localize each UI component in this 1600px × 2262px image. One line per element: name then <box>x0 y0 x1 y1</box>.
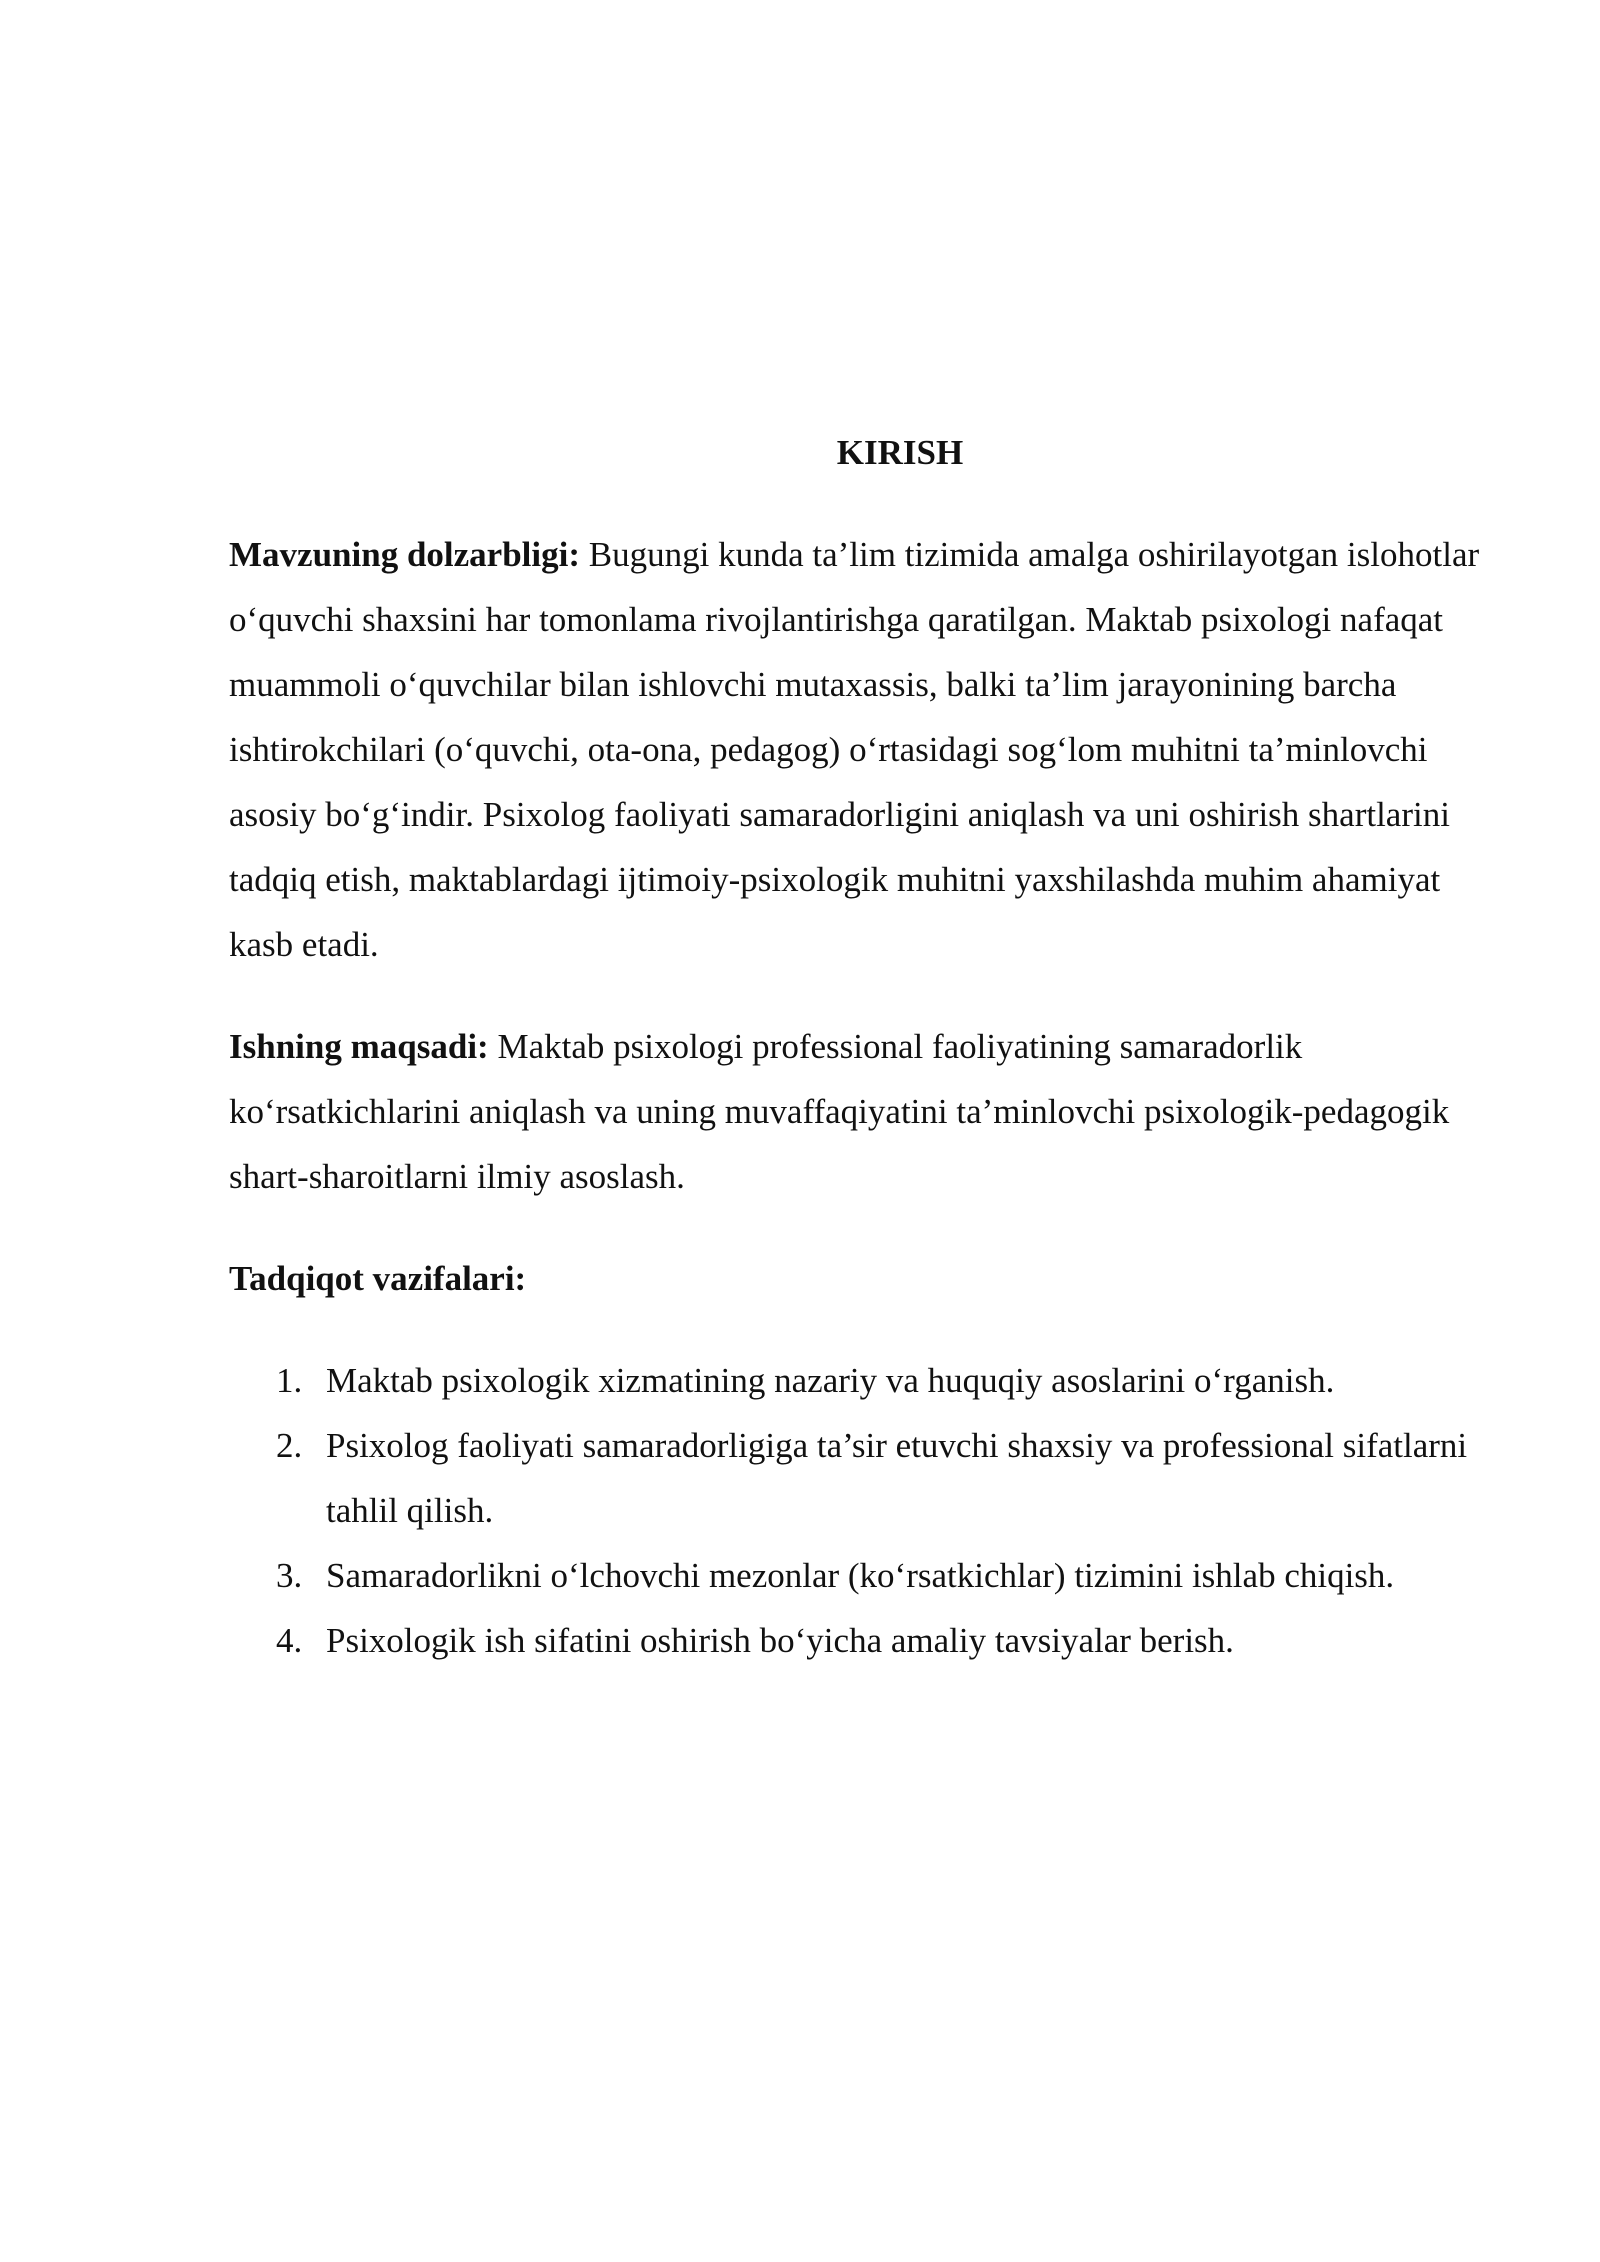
page-content <box>229 420 1481 1673</box>
list-item-number: 3. <box>276 1556 303 1595</box>
page-title: KIRISH <box>836 433 964 472</box>
tasks-list <box>229 1348 1481 1673</box>
goal-label: Ishning maqsadi: <box>229 1027 489 1066</box>
goal-paragraph <box>229 1014 1481 1209</box>
list-item <box>229 1543 1481 1608</box>
list-item-text: Psixolog faoliyati samaradorligiga ta’sir etuvchi shaxsiy va professional sifatlarni tahlil qilish. <box>326 1426 1468 1530</box>
list-item-text: Psixologik ish sifatini oshirish bo‘yicha amaliy tavsiyalar berish. <box>326 1621 1234 1660</box>
list-item-number: 2. <box>276 1426 303 1465</box>
list-item <box>229 1348 1481 1413</box>
relevance-paragraph <box>229 522 1481 977</box>
list-item <box>229 1608 1481 1673</box>
list-item-number: 4. <box>276 1621 303 1660</box>
goal-text: Maktab psixologi professional faoliyatining samaradorlik ko‘rsatkichlarini aniqlash va uning muvaffaqiyatini ta’minlovchi psixologik-pedagogik shart-sharoitlarni ilmiy asoslash. <box>229 1027 1450 1196</box>
list-item-text: Samaradorlikni o‘lchovchi mezonlar (ko‘rsatkichlar) tizimini ishlab chiqish. <box>326 1556 1395 1595</box>
tasks-heading: Tadqiqot vazifalari: <box>229 1259 527 1298</box>
relevance-label: Mavzuning dolzarbligi: <box>229 535 580 574</box>
relevance-text: Bugungi kunda ta’lim tizimida amalga oshirilayotgan islohotlar o‘quvchi shaxsini har tomonlama rivojlantirishga qaratilgan. Maktab psixologi nafaqat muammoli o‘quvchilar bilan ishlovchi mutaxassis, balki ta’lim jarayonining barcha ishtirokchilari (o‘quvchi, ota-ona, pedagog) o‘rtasidagi sog‘lom muhitni ta’minlovchi asosiy bo‘g‘indir. Psixolog faoliyati samaradorligini aniqlash va uni oshirish shartlarini tadqiq etish, maktablardagi ijtimoiy-psixologik muhitni yaxshilashda muhim ahamiyat kasb etadi. <box>229 535 1480 964</box>
list-item <box>229 1413 1481 1543</box>
list-item-number: 1. <box>276 1361 303 1400</box>
list-item-text: Maktab psixologik xizmatining nazariy va huquqiy asoslarini o‘rganish. <box>326 1361 1335 1400</box>
